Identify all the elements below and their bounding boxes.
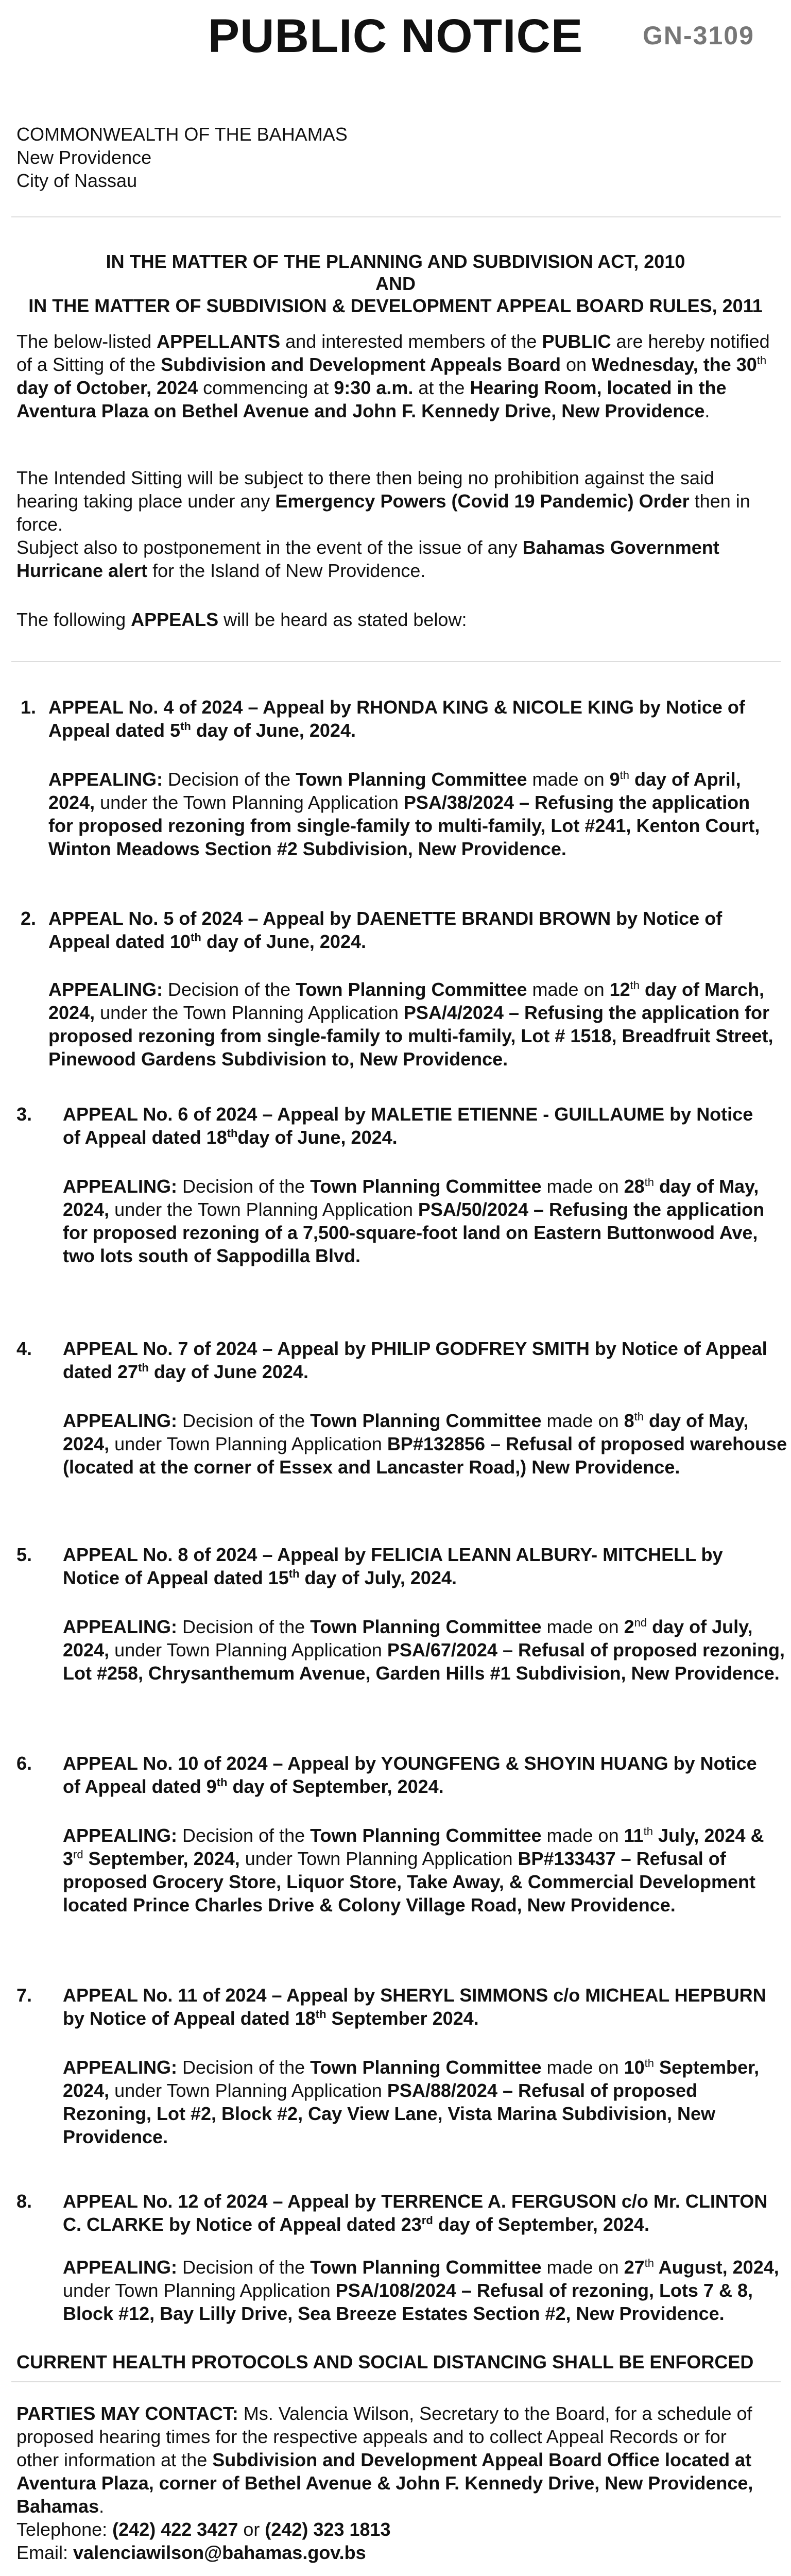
appeal-title: APPEAL No. 5 of 2024 – Appeal by DAENETTE BRANDI BROWN by Notice of Appeal dated 10th day of June, 2024. xyxy=(48,908,723,952)
appeals-intro: The following APPEALS will be heard as stated below: xyxy=(16,609,467,630)
appeal-title: APPEAL No. 10 of 2024 – Appeal by YOUNGFENG & SHOYIN HUANG by Notice of Appeal dated 9th day of September, 2024. xyxy=(63,1753,757,1797)
appeal-number: 3. xyxy=(16,1104,32,1125)
appeal-detail: APPEALING: Decision of the Town Planning Committee made on 2nd day of July, 2024, under Town Planning Application PSA/67/2024 – Refusal of proposed rezoning, Lot #258, Chrysanthemum Avenue, Garden Hills #1 Subdivision, New Providence. xyxy=(63,1616,785,1684)
intro-paragraph: The below-listed APPELLANTS and interested members of the PUBLIC are hereby notified of a Sitting of the Subdivision and Development Appeals Board on Wednesday, the 30th day of October, 2024 commencing at 9:30 a.m. at the Hearing Room, located in the Aventura Plaza on Bethel Avenue and John F. Kennedy Drive, New Providence. xyxy=(16,331,770,421)
appeal-detail: APPEALING: Decision of the Town Planning Committee made on 9th day of April, 2024, under the Town Planning Application PSA/38/2024 – Refusing the application for proposed rezoning from single-family to multi-family, Lot #241, Kenton Court, Winton Meadows Section #2 Subdivision, New Providence. xyxy=(48,769,760,859)
appeal-number: 6. xyxy=(16,1753,32,1774)
appeal-number: 5. xyxy=(16,1544,32,1565)
matter-heading xyxy=(0,250,791,317)
hurricane-paragraph: Subject also to postponement in the event of the issue of any Bahamas Government Hurricane alert for the Island of New Providence. xyxy=(16,537,719,581)
appeal-number: 7. xyxy=(16,1985,32,2006)
matter-line: AND xyxy=(375,273,416,294)
appeal-detail: APPEALING: Decision of the Town Planning Committee made on 27th August, 2024, under Town Planning Application PSA/108/2024 – Refusal of rezoning, Lots 7 & 8, Block #12, Bay Lilly Drive, Sea Breeze Estates Section #2, New Providence. xyxy=(63,2257,779,2324)
appeal-title: APPEAL No. 8 of 2024 – Appeal by FELICIA LEANN ALBURY- MITCHELL by Notice of Appeal dated 15th day of July, 2024. xyxy=(63,1544,723,1588)
address-line: COMMONWEALTH OF THE BAHAMAS xyxy=(16,124,348,145)
appeal-number: 8. xyxy=(16,2191,32,2212)
appeal-detail: APPEALING: Decision of the Town Planning Committee made on 28th day of May, 2024, under the Town Planning Application PSA/50/2024 – Refusing the application for proposed rezoning of a 7,500-square-foot land on Eastern Buttonwood Ave, two lots south of Sappodilla Blvd. xyxy=(63,1176,765,1266)
address-line: New Providence xyxy=(16,147,152,168)
divider xyxy=(11,661,781,662)
divider xyxy=(11,2381,781,2382)
health-notice: CURRENT HEALTH PROTOCOLS AND SOCIAL DISTANCING SHALL BE ENFORCED xyxy=(16,2351,754,2372)
appeal-detail: APPEALING: Decision of the Town Planning Committee made on 11th July, 2024 & 3rd September, 2024, under Town Planning Application BP#133437 – Refusal of proposed Grocery Store, Liquor Store, Take Away, & Commercial Development located Prince Charles Drive & Colony Village Road, New Providence. xyxy=(63,1825,764,1916)
appeal-title: APPEAL No. 4 of 2024 – Appeal by RHONDA KING & NICOLE KING by Notice of Appeal dated 5th day of June, 2024. xyxy=(48,697,745,741)
matter-line: IN THE MATTER OF THE PLANNING AND SUBDIVISION ACT, 2010 xyxy=(106,251,685,272)
appeal-detail: APPEALING: Decision of the Town Planning Committee made on 8th day of May, 2024, under Town Planning Application BP#132856 – Refusal of proposed warehouse (located at the corner of Essex and Lancaster Road,) New Providence. xyxy=(63,1410,787,1478)
phone-number[interactable]: (242) 323 1813 xyxy=(265,2519,391,2540)
appeal-title: APPEAL No. 12 of 2024 – Appeal by TERRENCE A. FERGUSON c/o Mr. CLINTON C. CLARKE by Notice of Appeal dated 23rd day of September, 2024. xyxy=(63,2191,768,2235)
contact-email: Email: valenciawilson@bahamas.gov.bs xyxy=(16,2542,366,2563)
address-block xyxy=(16,123,348,192)
matter-line: IN THE MATTER OF SUBDIVISION & DEVELOPMENT APPEAL BOARD RULES, 2011 xyxy=(28,295,763,316)
appeal-number: 1. xyxy=(21,697,37,718)
email-address[interactable]: valenciawilson@bahamas.gov.bs xyxy=(73,2542,366,2563)
divider xyxy=(11,216,781,217)
contact-paragraph: PARTIES MAY CONTACT: Ms. Valencia Wilson, Secretary to the Board, for a schedule of proposed hearing times for the respective appeals and to collect Appeal Records or for other information at the Subdivision and Development Appeal Board Office located at Aventura Plaza, corner of Bethel Avenue & John F. Kennedy Drive, New Providence, Bahamas. xyxy=(16,2403,753,2517)
appeal-number: 4. xyxy=(16,1338,32,1359)
address-line: City of Nassau xyxy=(16,170,137,191)
appeal-detail: APPEALING: Decision of the Town Planning Committee made on 12th day of March, 2024, under the Town Planning Application PSA/4/2024 – Refusing the application for proposed rezoning from single-family to multi-family, Lot # 1518, Breadfruit Street, Pinewood Gardens Subdivision to, New Providence. xyxy=(48,979,773,1070)
appeal-detail: APPEALING: Decision of the Town Planning Committee made on 10th September, 2024, under Town Planning Application PSA/88/2024 – Refusal of proposed Rezoning, Lot #2, Block #2, Cay View Lane, Vista Marina Subdivision, New Providence. xyxy=(63,2057,760,2147)
appeal-title: APPEAL No. 7 of 2024 – Appeal by PHILIP GODFREY SMITH by Notice of Appeal dated 27th day of June 2024. xyxy=(63,1338,767,1382)
appeal-title: APPEAL No. 6 of 2024 – Appeal by MALETIE ETIENNE - GUILLAUME by Notice of Appeal dated 18thday of June, 2024. xyxy=(63,1104,753,1148)
contact-telephone: Telephone: (242) 422 3427 or (242) 323 1813 xyxy=(16,2519,391,2540)
appeal-title: APPEAL No. 11 of 2024 – Appeal by SHERYL SIMMONS c/o MICHEAL HEPBURN by Notice of Appeal dated 18th September 2024. xyxy=(63,1985,766,2029)
appeal-number: 2. xyxy=(21,908,37,929)
notice-title: PUBLIC NOTICE xyxy=(208,10,583,62)
phone-number[interactable]: (242) 422 3427 xyxy=(112,2519,238,2540)
emergency-paragraph: The Intended Sitting will be subject to there then being no prohibition against the said hearing taking place under any Emergency Powers (Covid 19 Pandemic) Order then in force. xyxy=(16,467,750,535)
gazette-number: GN-3109 xyxy=(643,21,754,50)
